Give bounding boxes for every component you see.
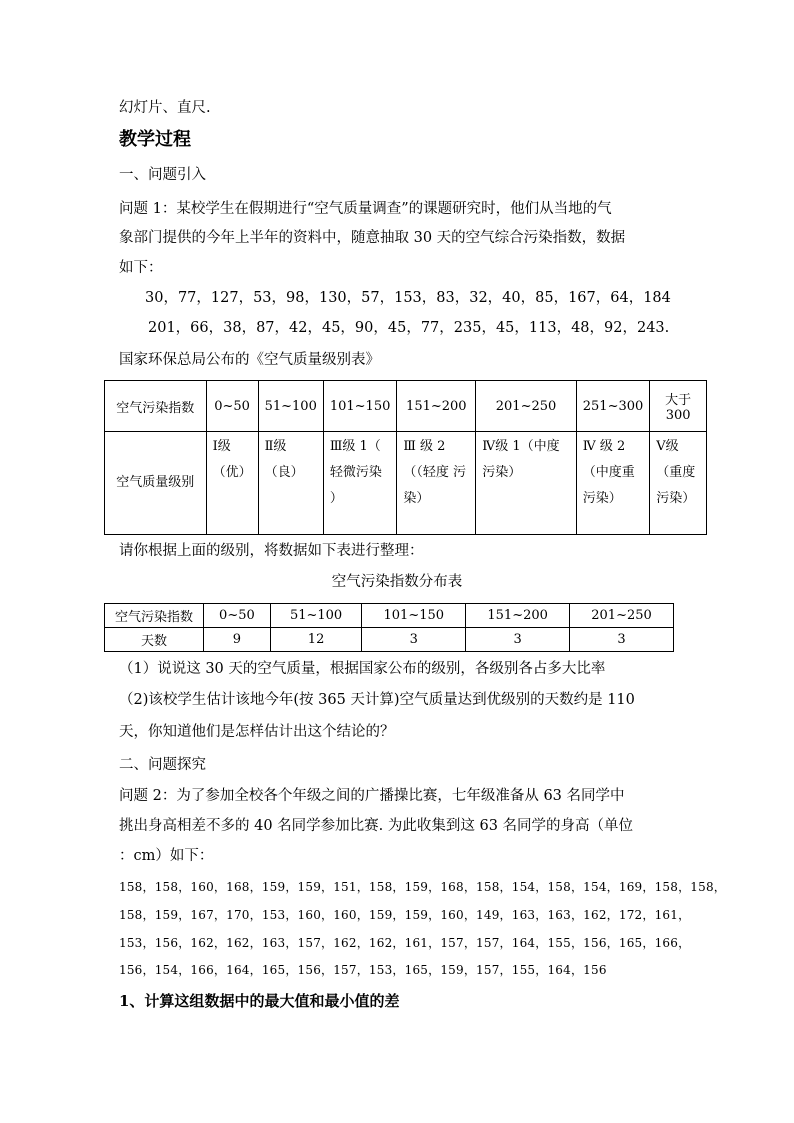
height-data-line1: 158，158，160，168，159，159，151，158，159，168，158，154，158，154，169，158，158，	[119, 880, 726, 894]
height-data-line2: 158，159，167，170，153，160，160，159，159，160，149，163，163，162，172，161，	[119, 908, 691, 922]
table-cell: 天数	[105, 628, 204, 652]
table-cell: 101~150	[323, 381, 397, 432]
table-cell: 101~150	[362, 604, 466, 628]
table2-title: 空气污染指数分布表	[331, 574, 463, 590]
problem2-line2: 挑出身高相差不多的 40 名同学参加比赛. 为此收集到这 63 名同学的身高（单位	[119, 818, 634, 834]
table-cell: Ⅲ级 1（ 轻微污染 ）	[323, 432, 397, 535]
table-cell: Ⅱ级 （良）	[258, 432, 323, 535]
table-cell: Ⅰ级 （优）	[206, 432, 258, 535]
problem2-line1: 问题 2：为了参加全校各个年级之间的广播操比赛，七年级准备从 63 名同学中	[119, 788, 625, 804]
materials-line: 幻灯片、直尺.	[119, 100, 211, 116]
table-row	[105, 381, 707, 432]
pollution-distribution-table	[104, 603, 674, 652]
table1-title: 国家环保总局公布的《空气质量级别表》	[119, 352, 380, 368]
table-cell: 51~100	[258, 381, 323, 432]
table-cell: Ⅳ 级 2 （中度重 污染）	[576, 432, 650, 535]
problem1-line1: 问题 1：某校学生在假期进行“空气质量调查”的课题研究时，他们从当地的气	[119, 201, 612, 217]
question-2-line1: （2)该校学生估计该地今年(按 365 天计算)空气质量达到优级别的天数约是 110	[119, 692, 635, 708]
table-cell: 大于 300	[650, 381, 707, 432]
table-cell: 空气污染指数	[105, 381, 207, 432]
table-cell: Ⅴ级 （重度 污染）	[650, 432, 707, 535]
question-1: （1）说说这 30 天的空气质量，根据国家公布的级别，各级别各占多大比率	[119, 661, 606, 677]
table-cell: 空气污染指数	[105, 604, 204, 628]
table-row	[105, 628, 674, 652]
problem1-line3: 如下：	[119, 260, 163, 276]
table-cell: 12	[270, 628, 362, 652]
table-cell: 3	[362, 628, 466, 652]
table-cell: 51~100	[270, 604, 362, 628]
task-1-heading: 1、计算这组数据中的最大值和最小值的差	[119, 992, 400, 1010]
table2-intro: 请你根据上面的级别，将数据如下表进行整理：	[119, 543, 424, 559]
table-cell: 151~200	[466, 604, 570, 628]
table-cell: 空气质量级别	[105, 432, 207, 535]
problem2-line3: ：cm）如下：	[119, 848, 214, 864]
table-cell: 3	[570, 628, 674, 652]
pollution-data-line1: 30，77，127，53，98，130，57，153，83，32，40，85，167，64，184	[145, 290, 671, 306]
pollution-data-line2: 201，66，38，87，42，45，90，45，77，235，45，113，48，92，243.	[148, 320, 670, 336]
table-row	[105, 432, 707, 535]
table-cell: 0~50	[206, 381, 258, 432]
table-cell: 9	[204, 628, 271, 652]
table-row	[105, 604, 674, 628]
table-cell: 201~250	[570, 604, 674, 628]
table-cell: 201~250	[476, 381, 577, 432]
height-data-line4: 156，154，166，164，165，156，157，153，165，159，157，155，164，156	[119, 963, 607, 977]
height-data-line3: 153，156，162，162，163，157，162，162，161，157，157，164，155，156，165，166，	[119, 936, 691, 950]
question-2-line2: 天，你知道他们是怎样估计出这个结论的？	[119, 724, 395, 740]
air-quality-level-table	[104, 380, 707, 535]
section-heading-teaching-process: 教学过程	[119, 129, 191, 150]
table-cell: Ⅲ 级 2 （（轻度 污染）	[397, 432, 476, 535]
table-cell: 0~50	[204, 604, 271, 628]
table-cell: Ⅳ级 1（中度 污染）	[476, 432, 577, 535]
section-title-intro: 一、问题引入	[119, 167, 206, 183]
table-cell: 151~200	[397, 381, 476, 432]
section-title-exploration: 二、问题探究	[119, 757, 206, 773]
problem1-line2: 象部门提供的今年上半年的资料中，随意抽取 30 天的空气综合污染指数，数据	[119, 230, 626, 246]
table-cell: 3	[466, 628, 570, 652]
table-cell: 251~300	[576, 381, 650, 432]
